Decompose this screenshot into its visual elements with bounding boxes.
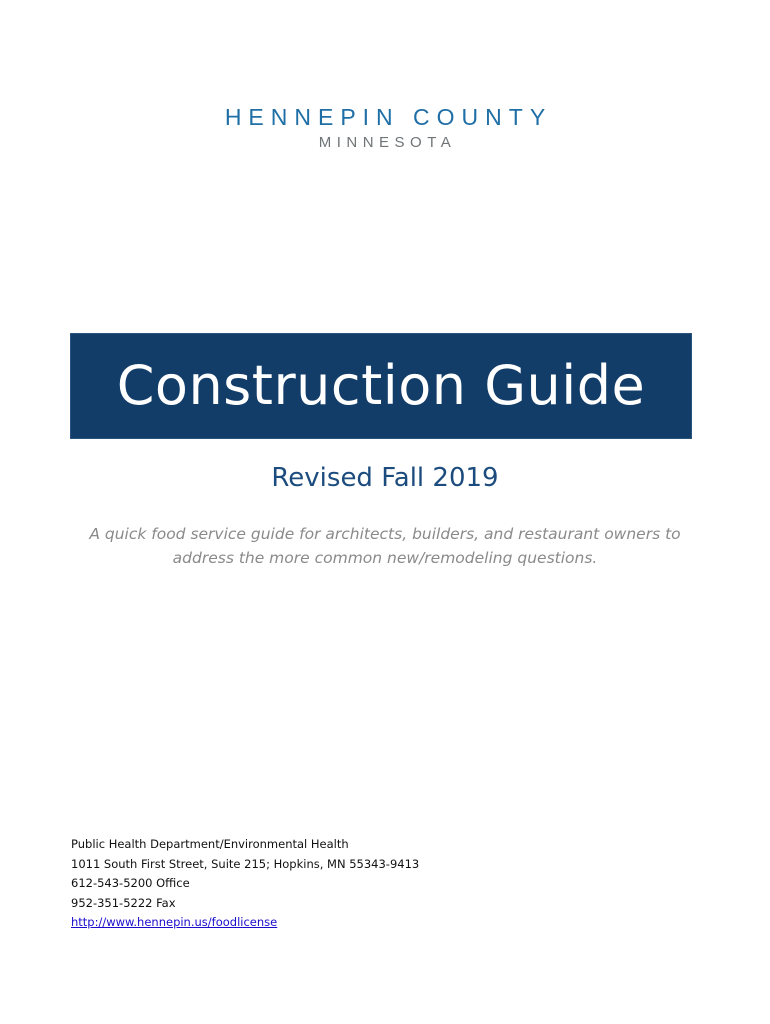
document-summary: A quick food service guide for architects, builders, and restaurant owners to address the more common new/remodeling questions.	[89, 525, 681, 567]
contact-department: Public Health Department/Environmental Health	[71, 837, 349, 851]
food-license-link[interactable]: http://www.hennepin.us/foodlicense	[71, 915, 278, 929]
document-title: Construction Guide	[116, 354, 646, 417]
logo-state-name: MINNESOTA	[318, 134, 457, 151]
title-banner	[70, 333, 692, 439]
contact-fax: 952-351-5222 Fax	[71, 895, 176, 910]
revision-date: Revised Fall 2019	[271, 463, 499, 493]
hennepin-county-logo	[0, 104, 770, 152]
contact-block	[71, 835, 691, 933]
logo-county-name: HENNEPIN COUNTY	[224, 104, 553, 130]
contact-address: 1011 South First Street, Suite 215; Hopkins, MN 55343-9413	[71, 856, 420, 871]
contact-office-phone: 612-543-5200 Office	[71, 876, 190, 890]
